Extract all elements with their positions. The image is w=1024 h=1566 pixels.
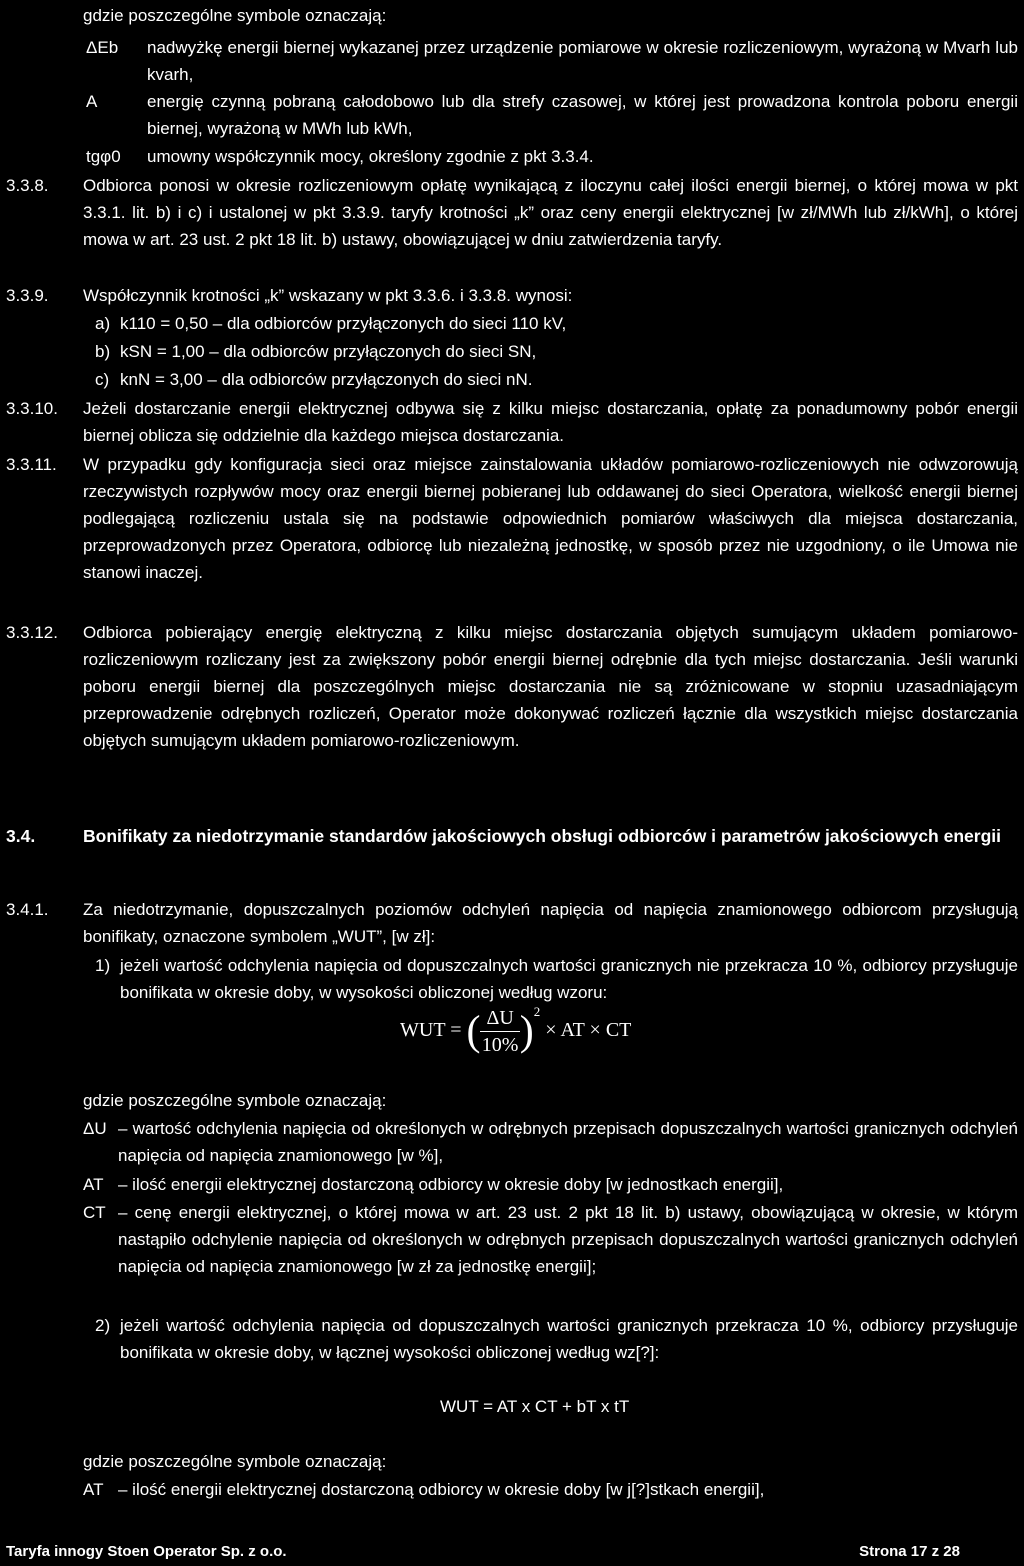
symbol-tgphi0: tgφ0 [86, 147, 121, 166]
symbol-delta-eb: ΔEb [86, 38, 119, 57]
definition-at: – ilość energii elektrycznej dostarczoną odbiorcy w okresie doby [w j[?]stkach energii], [118, 1480, 765, 1499]
symbols-intro: gdzie poszczególne symbole oznaczają: [83, 1452, 387, 1471]
section-number: 3.3.10. [6, 399, 58, 418]
list-item: k110 = 0,50 – dla odbiorców przyłączonych do sieci 110 kV, [120, 314, 567, 333]
section-text: Odbiorca pobierający energię elektryczną z kilku miejsc dostarczania objętych sumującym układem pomiarowo-rozliczeniowym rozliczany jest za zwiększony pobór energii biernej odrębnie dla tych miejsc dostarczania. Jeśli warunki poboru energii biernej dla poszczególnych miejsc dostarczania nie są zróżnicowane w stopniu uzasadniającym przeprowadzenie odrębnych rozliczeń, Operator może dokonywać rozliczeń łącznie dla wszystkich miejsc dostarczania objętych sumującym układem pomiarowo-rozliczeniowym. [83, 623, 1018, 750]
formula-exponent: 2 [533, 1004, 541, 1020]
definition-delta-u: – wartość odchylenia napięcia od określonych w odrębnych przepisach dopuszczalnych wartości granicznych odchyleń napięcia od napięcia znamionowego [w %], [118, 1119, 1018, 1165]
definition-delta-eb: nadwyżkę energii biernej wykazanej przez urządzenie pomiarowe w okresie rozliczeniowym, wyrażoną w Mvarh lub kvarh, [147, 38, 1018, 84]
definition-tgphi0: umowny współczynnik mocy, określony zgodnie z pkt 3.3.4. [147, 147, 594, 166]
formula-fraction [480, 1005, 519, 1058]
paren-close: ) [519, 1008, 534, 1055]
paren-open: ( [466, 1008, 481, 1055]
symbols-intro: gdzie poszczególne symbole oznaczają: [83, 6, 387, 25]
list-item-label: 1) [95, 956, 111, 975]
section-text: Za niedotrzymanie, dopuszczalnych poziomów odchyleń napięcia od napięcia znamionowego odbiorcom przysługują bonifikaty, oznaczone symbolem „WUT”, [w zł]: [83, 900, 1018, 946]
symbols-intro: gdzie poszczególne symbole oznaczają: [83, 1091, 387, 1110]
fraction-denominator: 10% [481, 1034, 519, 1056]
list-item: jeżeli wartość odchylenia napięcia od dopuszczalnych wartości granicznych nie przekracza 10 %, odbiorcy przysługuje bonifikata w okresie doby, w wysokości obliczonej według wzoru: [120, 956, 1018, 1002]
page-number: Strona 17 z 28 [859, 1543, 960, 1560]
section-text: Odbiorca ponosi w okresie rozliczeniowym opłatę wynikającą z iloczynu całej ilości energii biernej, o której mowa w pkt 3.3.1. lit. b) i c) i ustalonej w pkt 3.3.9. taryfy krotności „k” oraz ceny energii elektrycznej [w zł/MWh lub zł/kWh], o której mowa w art. 23 ust. 2 pkt 18 lit. b) ustawy, obowiązującej w dniu zatwierdzenia taryfy. [83, 176, 1018, 249]
list-item: jeżeli wartość odchylenia napięcia od dopuszczalnych wartości granicznych przekracza 10 %, odbiorcy przysługuje bonifikata w okresie doby, w łącznej wysokości obliczonej według wz[?]: [120, 1316, 1018, 1362]
list-item-label: c) [95, 370, 110, 389]
list-item-label: 2) [95, 1316, 111, 1335]
list-item-label: a) [95, 314, 111, 333]
formula-rhs: × AT × CT [545, 1019, 632, 1042]
list-item: knN = 3,00 – dla odbiorców przyłączonych do sieci nN. [120, 370, 533, 389]
section-number: 3.3.8. [6, 176, 49, 195]
symbol-delta-u: ΔU [83, 1119, 107, 1138]
section-number: 3.4.1. [6, 900, 49, 919]
section-text: Współczynnik krotności „k” wskazany w pkt 3.3.6. i 3.3.8. wynosi: [83, 286, 573, 305]
section-number: 3.3.12. [6, 623, 58, 642]
list-item: kSN = 1,00 – dla odbiorców przyłączonych do sieci SN, [120, 342, 537, 361]
section-text: Jeżeli dostarczanie energii elektrycznej odbywa się z kilku miejsc dostarczania, opłatę za ponadumowny pobór energii biernej oblicza się oddzielnie dla każdego miejsca dostarczania. [83, 399, 1018, 445]
symbol-at: AT [83, 1175, 104, 1194]
definition-a: energię czynną pobraną całodobowo lub dla strefy czasowej, w której jest prowadzona kontrola poboru energii biernej, wyrażoną w MWh lub kWh, [147, 92, 1018, 138]
formula-equals: = [450, 1019, 462, 1042]
section-number: 3.3.11. [6, 455, 57, 474]
footer-left: Taryfa innogy Stoen Operator Sp. z o.o. [6, 1543, 287, 1560]
heading-number: 3.4. [6, 826, 36, 846]
symbol-ct: CT [83, 1203, 106, 1222]
formula-lhs: WUT [400, 1019, 446, 1042]
symbol-at: AT [83, 1480, 104, 1499]
section-number: 3.3.9. [6, 286, 49, 305]
symbol-a: A [86, 92, 98, 111]
definition-ct: – cenę energii elektrycznej, o której mowa w art. 23 ust. 2 pkt 18 lit. b) ustawy, obowiązującą w okresie, w którym nastąpiło odchylenie napięcia od określonych w odrębnych przepisach dopuszczalnych wartości granicznych odchyleń napięcia od napięcia znamionowego [w zł za jednostkę energii]; [118, 1203, 1018, 1276]
formula-wut-1 [400, 1005, 631, 1058]
section-heading: Bonifikaty za niedotrzymanie standardów jakościowych obsługi odbiorców i parametrów jakościowych energii [83, 826, 1001, 846]
definition-at: – ilość energii elektrycznej dostarczoną odbiorcy w okresie doby [w jednostkach energii], [118, 1175, 784, 1194]
list-item-label: b) [95, 342, 111, 361]
fraction-numerator: ΔU [480, 1005, 519, 1032]
section-text: W przypadku gdy konfiguracja sieci oraz miejsce zainstalowania układów pomiarowo-rozliczeniowych nie odwzorowują rzeczywistych rozpływów mocy oraz energii biernej pobieranej lub oddawanej do sieci Operatora, wielkość energii biernej podlegającą rozliczeniu ustala się na podstawie odpowiednich pomiarów właściwych dla miejsca dostarczania, przeprowadzonych przez Operatora, odbiorcę lub niezależną jednostkę, w sposób przez nie uzgodniony, o ile Umowa nie stanowi inaczej. [83, 455, 1018, 582]
formula-wut-2: WUT = AT x CT + bT x tT [440, 1397, 630, 1416]
